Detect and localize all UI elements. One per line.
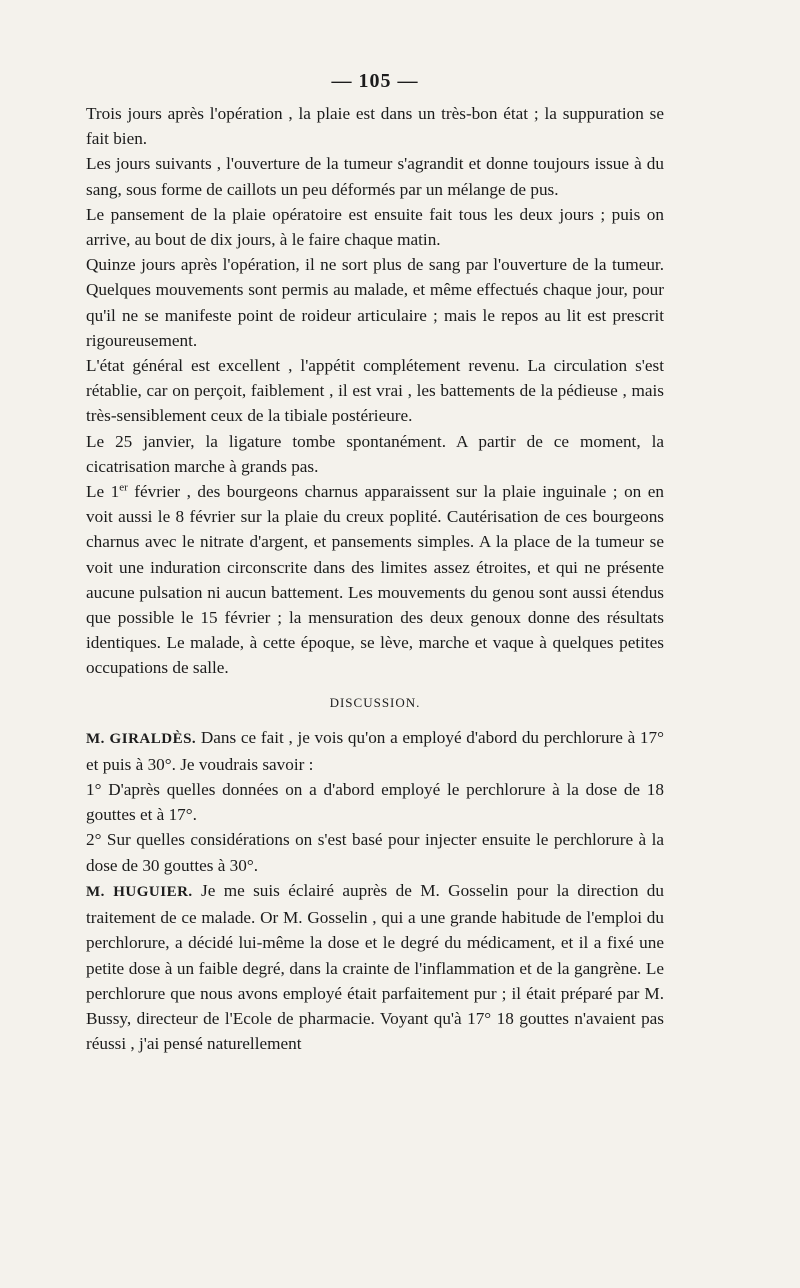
paragraph-4: Quinze jours après l'opération, il ne sort plus de sang par l'ouverture de la tumeur. Quelques mouvements sont permis au malade, et même effectués chaque jour, pour qu'il ne se manifeste point de roideur articulaire ; mais le repos au lit est prescrit rigoureusement. — [86, 255, 664, 350]
paragraph-5: L'état général est excellent , l'appétit complétement revenu. La circulation s'est rétablie, car on perçoit, faiblement , il est vrai , les battements de la pédieuse , mais très-sensiblement ceux de la tibiale postérieure. — [86, 356, 664, 426]
feb-sup: er — [119, 481, 128, 494]
paragraph-2: Les jours suivants , l'ouverture de la tumeur s'agrandit et donne toujours issue à du sang, sous forme de caillots un peu déformés par un mélange de pus. — [86, 154, 664, 199]
section-heading: DISCUSSION. — [329, 694, 421, 710]
paragraph-1: Trois jours après l'opération , la plaie est dans un très-bon état ; la suppuration se fait bien. — [86, 104, 664, 149]
feb-prefix: Le 1 — [86, 482, 120, 502]
paragraph-3: Le pansement de la plaie opératoire est ensuite fait tous les deux jours ; puis on arrive, au bout de dix jours, à le faire chaque matin. — [86, 204, 664, 250]
document-page — [86, 70, 664, 1230]
feb-rest: février , des bourgeons charnus apparaissent sur la plaie inguinale ; on en voit aussi le 8 février sur la plaie du creux poplité. Cautérisation de ces bourgeons charnus avec le nitrate d'argent, et pansements simples. A la place de la tumeur se voit une induration circonscrite dans des limites assez étroites, et qui ne présente aucune pulsation ni aucun battement. Les mouvements du genou sont aussi étendus que possible le 15 février ; la mensuration des deux genoux donne des résultats identiques. Le malade, à cette époque, se lève, marche et vaque à quelques petites occupations de salle. — [86, 482, 664, 678]
page-number: — 105 — — [331, 70, 419, 92]
paragraph-7 — [86, 479, 664, 681]
giraldes-text: Dans ce fait , je vois qu'on a employé d'abord du perchlorure à 17° et puis à 30°. Je voudrais savoir : — [86, 727, 664, 774]
question-1-text: D'après quelles données on a d'abord employé le perchlorure à la dose de 18 gouttes et à 17°. — [86, 780, 664, 825]
huguier-paragraph — [86, 878, 664, 1056]
huguier-text: Je me suis éclairé auprès de M. Gosselin pour la direction du traitement de ce malade. Or M. Gosselin , qui a une grande habitude de l'emploi du perchlorure, a décidé lui-même la dose et le degré du médicament, et il a fixé une petite dose à un faible degré, dans la crainte de l'inflammation et de la gangrène. Le perchlorure que nous avons employé était parfaitement pur ; il était préparé par M. Bussy, directeur de l'Ecole de pharmacie. Voyant qu'à 17° 18 gouttes n'avaient pas réussi , j'ai pensé naturellement — [86, 880, 664, 1054]
question-2-number: 2° — [86, 830, 102, 850]
question-2 — [86, 827, 664, 877]
question-1 — [86, 777, 664, 827]
speaker-huguier: M. HUGUIER. — [86, 883, 193, 900]
question-1-number: 1° — [86, 780, 102, 800]
paragraph-6: Le 25 janvier, la ligature tombe spontanément. A partir de ce moment, la cicatrisation marche à grands pas. — [86, 431, 664, 476]
speaker-giraldes: M. GIRALDÈS. — [86, 730, 197, 747]
giraldes-paragraph — [86, 725, 664, 777]
question-2-text: Sur quelles considérations on s'est basé pour injecter ensuite le perchlorure à la dose de 30 gouttes à 30°. — [86, 830, 664, 875]
